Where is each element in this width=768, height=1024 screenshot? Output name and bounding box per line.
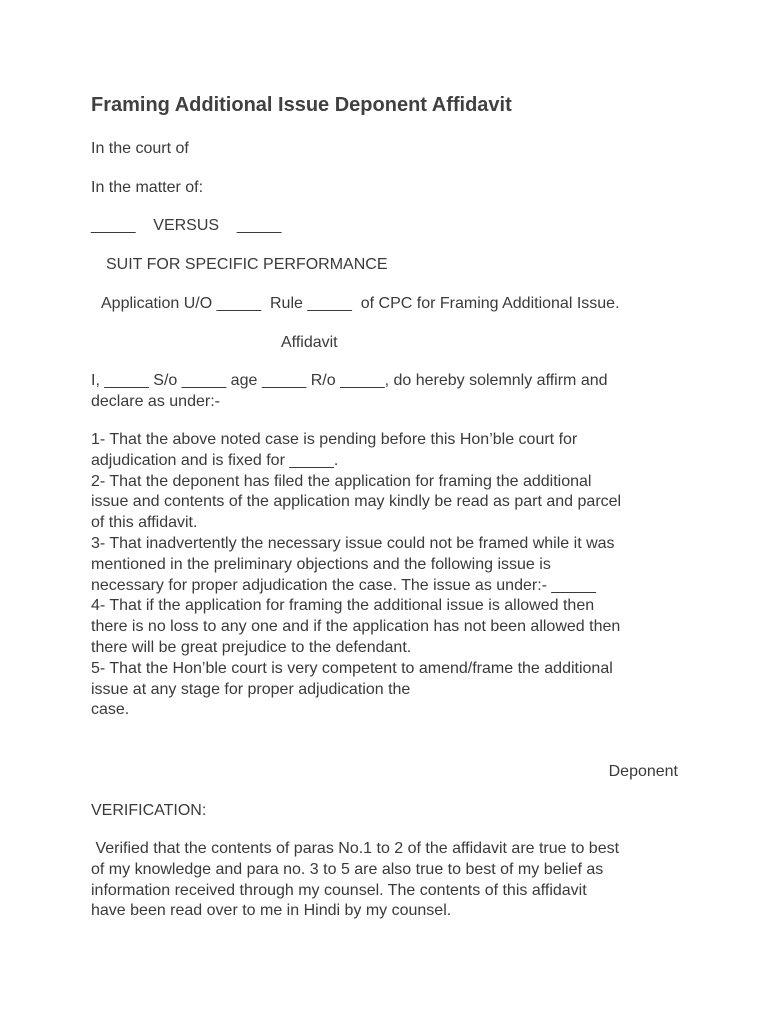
paragraph-line: necessary for proper adjudication the case. The issue as under:- _____ — [91, 576, 596, 594]
paragraph-line: 5- That the Hon’ble court is very competent to amend/frame the additional — [91, 659, 613, 677]
application-line: Application U/O _____ Rule _____ of CPC for Framing Additional Issue. — [101, 295, 620, 312]
paragraph-line: 4- That if the application for framing the additional issue is allowed then — [91, 597, 595, 615]
verification-line: information received through my counsel. The contents of this affidavit — [91, 881, 587, 899]
matter-line: In the matter of: — [91, 179, 204, 196]
declaration-paragraph — [91, 371, 691, 413]
paragraph-line: there will be great prejudice to the defendant. — [91, 638, 412, 656]
versus-line: _____ VERSUS _____ — [91, 217, 282, 234]
affidavit-heading: Affidavit — [281, 334, 338, 351]
paragraph-line: 2- That the deponent has filed the application for framing the additional — [91, 472, 592, 490]
paragraph-line: case. — [91, 701, 130, 719]
suit-line: SUIT FOR SPECIFIC PERFORMANCE — [106, 256, 388, 273]
deponent-label: Deponent — [608, 763, 678, 780]
verification-line: have been read over to me in Hindi by my counsel. — [91, 902, 452, 920]
paragraph-line: issue at any stage for proper adjudication the — [91, 680, 411, 698]
paragraph-line: 3- That inadvertently the necessary issue could not be framed while it was — [91, 534, 615, 552]
court-line: In the court of — [91, 140, 189, 157]
verification-heading: VERIFICATION: — [91, 802, 207, 819]
verification-line: Verified that the contents of paras No.1 to 2 of the affidavit are true to best — [91, 840, 620, 857]
paragraph-line: adjudication and is fixed for _____. — [91, 451, 339, 469]
paragraph-line: there is no loss to any one and if the application has not been allowed then — [91, 618, 621, 636]
paragraph-line: of this affidavit. — [91, 514, 198, 532]
paragraph-line: 1- That the above noted case is pending before this Hon’ble court for — [91, 431, 578, 448]
paragraph-line: mentioned in the preliminary objections and the following issue is — [91, 555, 551, 573]
verification-line: of my knowledge and para no. 3 to 5 are also true to best of my belief as — [91, 860, 604, 878]
verification-paragraph — [91, 839, 691, 922]
document-title: Framing Additional Issue Deponent Affidavit — [91, 94, 512, 116]
paragraph-line: issue and contents of the application may kindly be read as part and parcel — [91, 493, 622, 511]
declaration-line: declare as under:- — [91, 392, 220, 410]
numbered-paragraphs — [91, 430, 691, 721]
declaration-line: I, _____ S/o _____ age _____ R/o _____, do hereby solemnly affirm and — [91, 372, 608, 389]
